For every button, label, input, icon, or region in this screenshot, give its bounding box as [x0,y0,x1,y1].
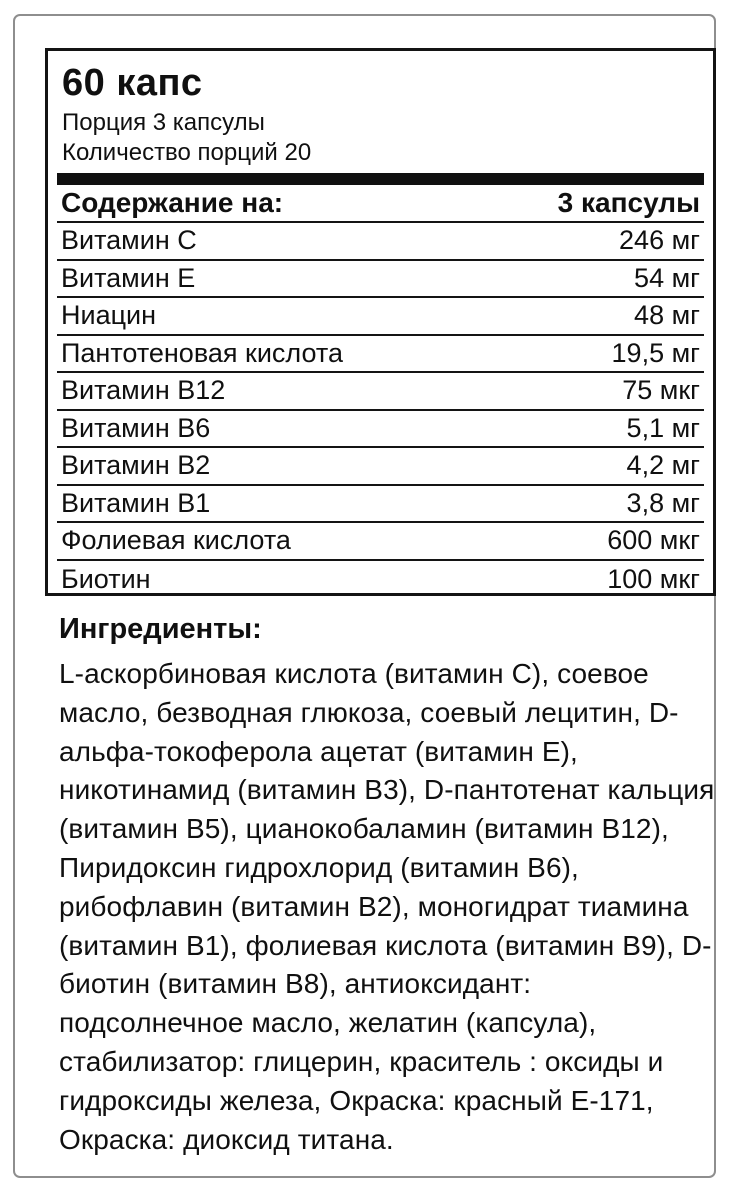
nutrient-value: 100 мкг [607,563,700,594]
nutrient-name: Витамин E [61,262,196,293]
nutrient-name: Фолиевая кислота [61,525,291,556]
table-row [57,448,704,486]
table-row [57,373,704,411]
table-row [57,411,704,449]
nutrient-value: 75 мкг [622,375,700,406]
divider-thick-bar [57,173,704,185]
nutrient-value: 5,1 мг [626,412,700,443]
ingredients-section [59,612,721,1159]
nutrient-value: 3,8 мг [626,487,700,518]
nutrient-value: 48 мг [634,300,700,331]
nutrient-value: 600 мкг [607,525,700,556]
table-header-right: 3 капсулы [557,187,700,218]
nutrient-name: Ниацин [61,300,157,331]
table-header-row [57,185,704,223]
nutrient-name: Пантотеновая кислота [61,337,343,368]
nutrient-name: Витамин C [61,225,197,256]
nutrient-name: Витамин B2 [61,450,211,481]
table-row [57,561,704,599]
label-outer-frame [13,14,716,1178]
ingredients-text: L-аскорбиновая кислота (витамин C), соевое масло, безводная глюкоза, соевый лецитин, D-альфа-токоферола ацетат (витамин E), никотинамид (витамин B3), D-пантотенат кальция (витамин B5), цианокобаламин (витамин B12), Пиридоксин гидрохлорид (витамин B6), рибофлавин (витамин B2), моногидрат тиамина (витамин B1), фолиевая кислота (витамин B9), D-биотин (витамин B8), антиоксидант: подсолнечное масло, желатин (капсула), стабилизатор: глицерин, краситель : оксиды и гидроксиды железа, Окраска: красный E-171, Окраска: диоксид титана. [59,658,715,1155]
table-row [57,523,704,561]
table-row [57,223,704,261]
nutrient-name: Витамин B12 [61,375,226,406]
servings-per-container-line: Количество порций 20 [62,139,312,166]
table-row [57,486,704,524]
supplement-facts-panel [45,48,716,596]
table-row [57,336,704,374]
table-header-left: Содержание на: [61,187,284,218]
nutrient-value: 54 мг [634,262,700,293]
nutrient-name: Биотин [61,563,151,594]
nutrient-value: 4,2 мг [626,450,700,481]
table-row [57,298,704,336]
nutrient-value: 246 мг [619,225,700,256]
serving-size-line: Порция 3 капсулы [62,109,265,136]
ingredients-heading: Ингредиенты: [59,613,262,645]
table-row [57,261,704,299]
nutrient-value: 19,5 мг [611,337,700,368]
nutrient-name: Витамин B6 [61,412,211,443]
nutrient-name: Витамин B1 [61,487,211,518]
capsule-count-title: 60 капс [62,62,203,104]
